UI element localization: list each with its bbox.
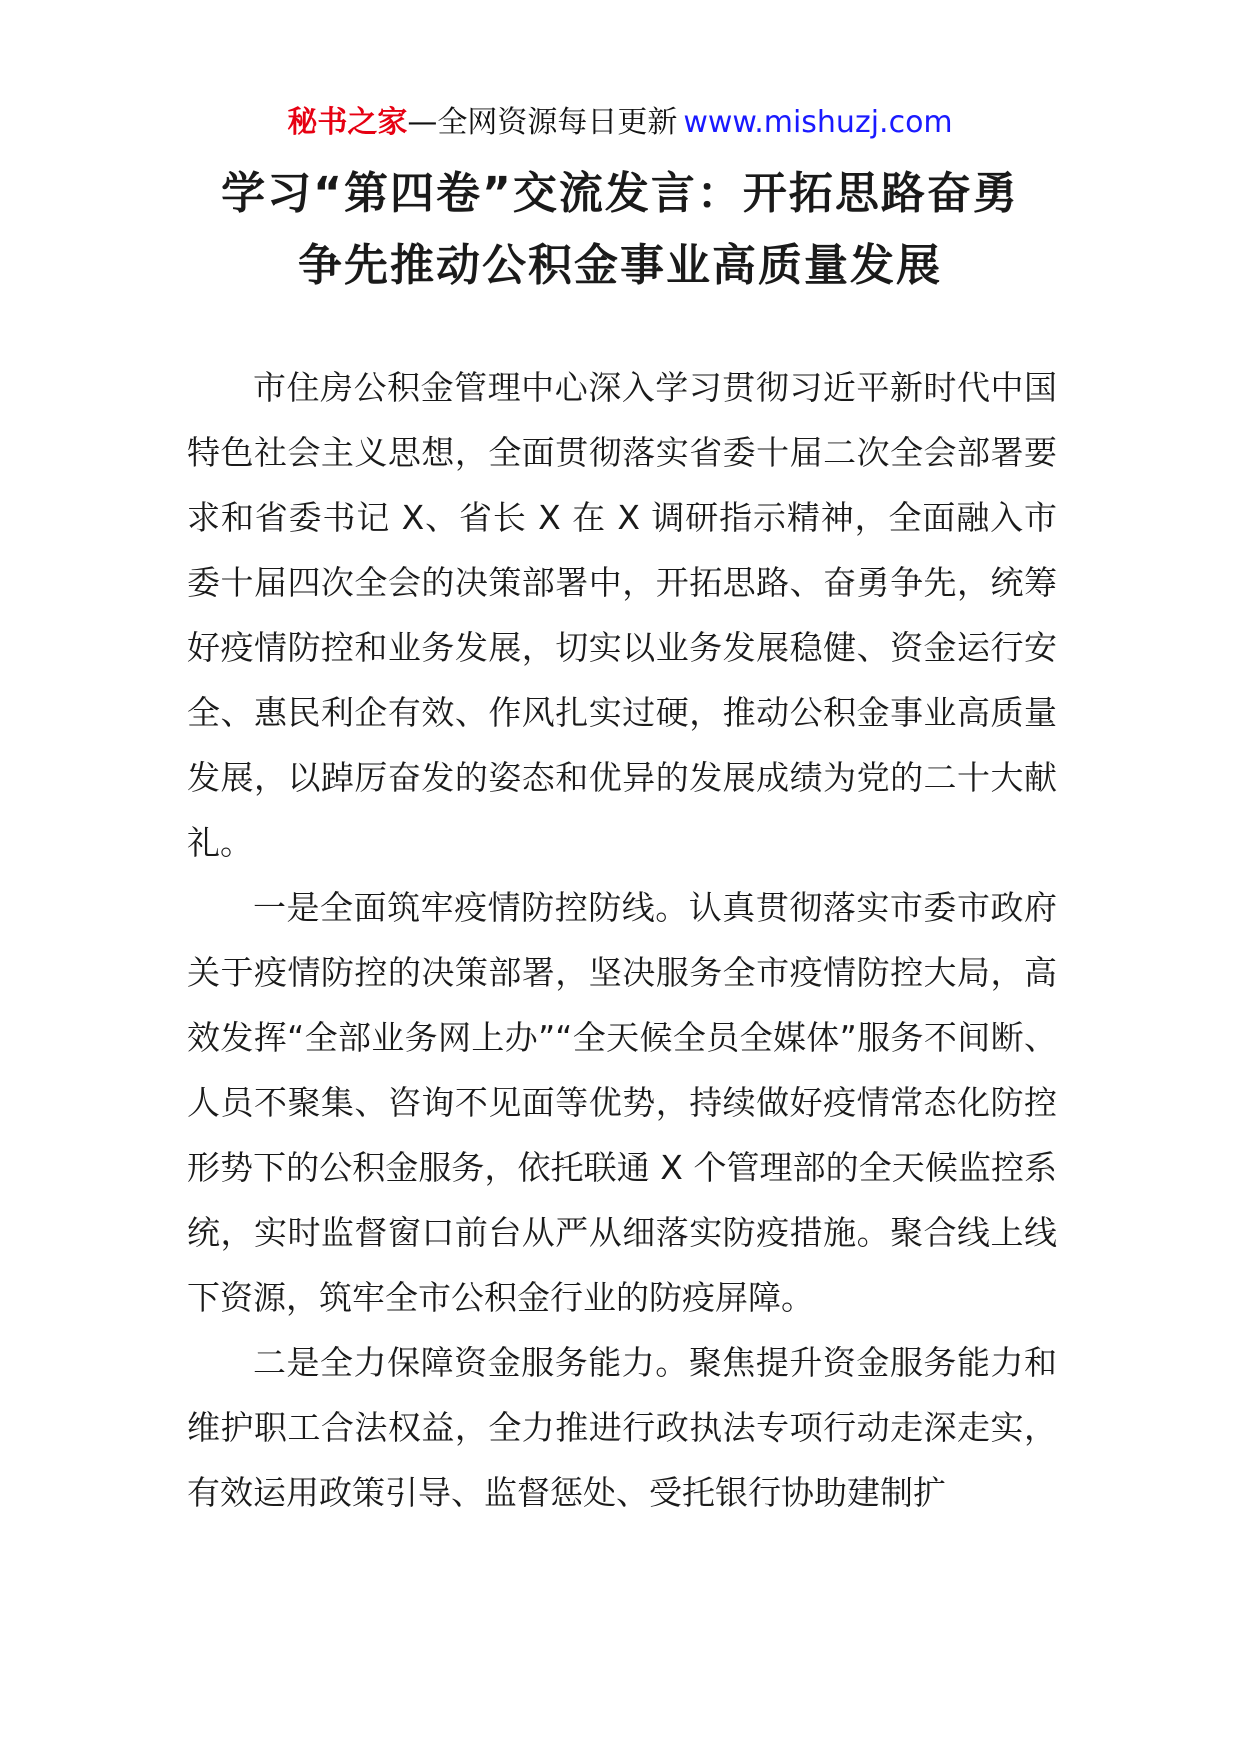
- title-line-1: 学习“第四卷”交流发言：开拓思路奋勇: [221, 168, 1019, 219]
- site-header: [0, 100, 1240, 146]
- brand-name: 秘书之家: [287, 105, 408, 140]
- document-body: [187, 355, 1057, 1525]
- document-title: [160, 158, 1080, 302]
- site-url-link[interactable]: www.mishuzj.com: [683, 105, 953, 140]
- paragraph-intro: 市住房公积金管理中心深入学习贯彻习近平新时代中国特色社会主义思想，全面贯彻落实省委十届二次全会部署要求和省委书记 X、省长 X 在 X 调研指示精神，全面融入市委十届四次全会的决策部署中，开拓思路、奋勇争先，统筹好疫情防控和业务发展，切实以业务发展稳健、资金运行安全、惠民利企有效、作风扎实过硬，推动公积金事业高质量发展，以踔厉奋发的姿态和优异的发展成绩为党的二十大献礼。: [187, 368, 1057, 862]
- tagline: —全网资源每日更新: [407, 105, 678, 140]
- title-line-2: 争先推动公积金事业高质量发展: [298, 240, 942, 291]
- paragraph-point-1: 一是全面筑牢疫情防控防线。认真贯彻落实市委市政府关于疫情防控的决策部署，坚决服务全市疫情防控大局，高效发挥“全部业务网上办”“全天候全员全媒体”服务不间断、人员不聚集、咨询不见面等优势，持续做好疫情常态化防控形势下的公积金服务，依托联通 X 个管理部的全天候监控系统，实时监督窗口前台从严从细落实防疫措施。聚合线上线下资源，筑牢全市公积金行业的防疫屏障。: [187, 888, 1057, 1317]
- paragraph-point-2: 二是全力保障资金服务能力。聚焦提升资金服务能力和维护职工合法权益，全力推进行政执法专项行动走深走实，有效运用政策引导、监督惩处、受托银行协助建制扩: [187, 1343, 1057, 1512]
